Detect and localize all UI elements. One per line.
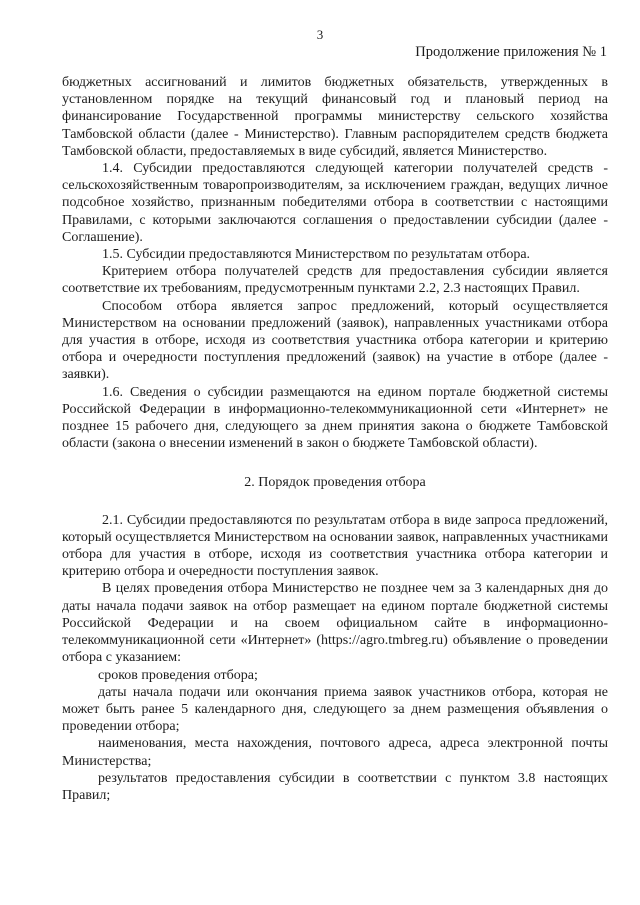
paragraph-1-5: 1.5. Субсидии предоставляются Министерством по результатам отбора. <box>102 247 531 263</box>
paragraph-2-1: 2.1. Субсидии предоставляются по результатам отбора в виде запроса предложений, который осуществляется Министерством на основании заявок, направленных участниками отбора для участия в отборе, исходя из соответствия участника отбора категории и критерию отбора и очередности поступления заявок. <box>62 512 608 580</box>
paragraph-announcement: В целях проведения отбора Министерство не позднее чем за 3 календарных дня до даты начала подачи заявок на отбор размещает на едином портале бюджетной системы Российской Федерации и на своем официальном сайте в информационно-телекоммуникационной сети «Интернет» (https://agro.tmbreg.ru) объявление о проведении отбора с указанием: <box>62 581 608 666</box>
page-number: 3 <box>316 27 324 42</box>
paragraph-1-4: 1.4. Субсидии предоставляются следующей категории получателей средств - сельскохозяйственным товаропроизводителям, за исключением граждан, ведущих личное подсобное хозяйство, признанным победителями отбора в соответствии с настоящими Правилами, с которыми заключаются соглашения о предоставлении субсидии (далее - Соглашение). <box>62 161 608 245</box>
appendix-continuation-label: Продолжение приложения № 1 <box>415 44 607 60</box>
list-item-ministry-contacts: наименования, места нахождения, почтового адреса, адреса электронной почты Министерства; <box>62 736 608 769</box>
document-body <box>62 74 608 804</box>
paragraph-selection-criterion: Критерием отбора получателей средств для предоставления субсидии является соответствие их требованиям, предусмотренным пунктами 2.2, 2.3 настоящих Правил. <box>62 264 608 297</box>
paragraph-1-6: 1.6. Сведения о субсидии размещаются на едином портале бюджетной системы Российской Федерации в информационно-телекоммуникационной сети «Интернет» не позднее 15 рабочего дня, следующего за днем принятия закона о бюджете Тамбовской области (закона о внесении изменений в закон о бюджете Тамбовской области). <box>62 384 608 452</box>
list-item-dates: даты начала подачи или окончания приема заявок участников отбора, которая не может быть ранее 5 календарного дня, следующего за днем размещения объявления о проведении отбора; <box>62 684 608 735</box>
section-heading: 2. Порядок проведения отбора <box>244 475 426 491</box>
paragraph-selection-method: Способом отбора является запрос предложений, который осуществляется Министерством на основании предложений (заявок), направленных участниками отбора для участия в отборе, исходя из соответствия участника отбора категории и критерию отбора и очередности поступления предложений (заявок) на участие в отборе (далее - заявки). <box>62 298 608 383</box>
list-item-results: результатов предоставления субсидии в соответствии с пунктом 3.8 настоящих Правил; <box>62 770 608 803</box>
paragraph-budget-continuation: бюджетных ассигнований и лимитов бюджетных обязательств, утвержденных в установленном порядке на текущий финансовый год и плановый период на финансирование Государственной программы министерству сельского хозяйства Тамбовской области (далее - Министерство). Главным распорядителем средств бюджета Тамбовской области, предоставляемых в виде субсидий, является Министерство. <box>62 75 608 159</box>
list-item-terms: сроков проведения отбора; <box>98 667 258 683</box>
